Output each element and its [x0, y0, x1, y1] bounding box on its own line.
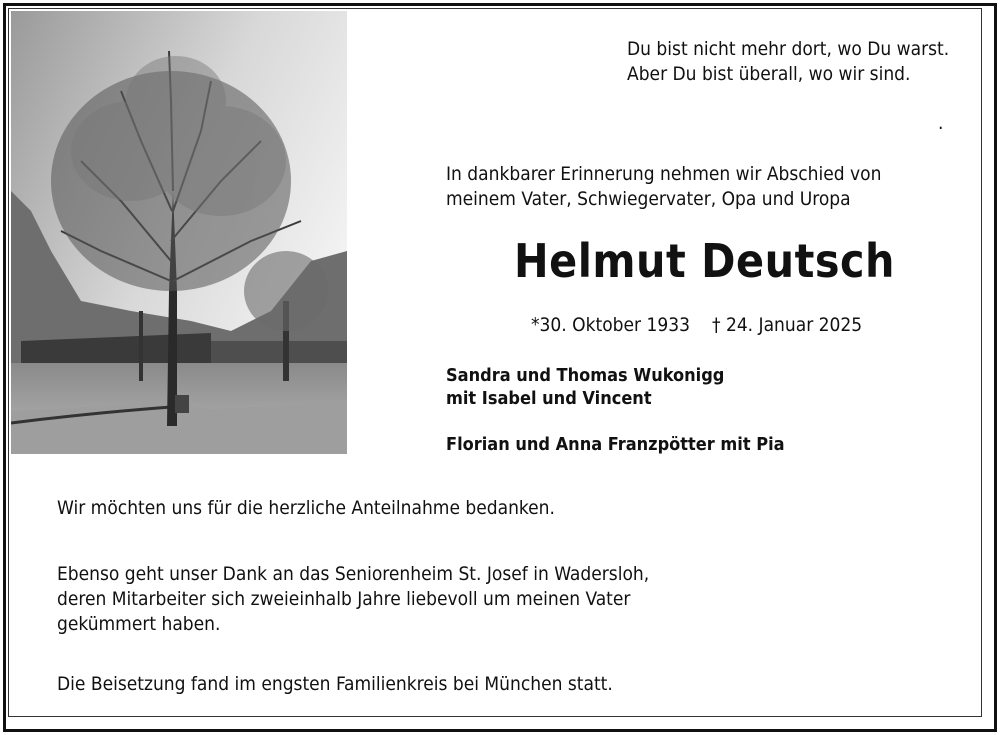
care-home-line-1: Ebenso geht unser Dank an das Seniorenheim St. Josef in Wadersloh, [57, 563, 650, 585]
deceased-name: Helmut Deutsch [514, 234, 895, 288]
death-date: † 24. Januar 2025 [711, 314, 863, 336]
quote-line-1: Du bist nicht mehr dort, wo Du warst. [627, 38, 950, 60]
mourners-group-1 [446, 364, 724, 410]
care-home-line-3: gekümmert haben. [57, 613, 221, 635]
burial-text: Die Beisetzung fand im engsten Familienkreis bei München statt. [57, 673, 613, 695]
thanks-text: Wir möchten uns für die herzliche Anteilnahme bedanken. [57, 497, 555, 519]
mourner-line-2: mit Isabel und Vincent [446, 388, 652, 409]
mourners-group-2: Florian und Anna Franzpötter mit Pia [446, 434, 785, 455]
tree-photo [11, 11, 347, 454]
birth-date: *30. Oktober 1933 [531, 314, 690, 336]
intro-text [446, 162, 881, 212]
intro-line-1: In dankbarer Erinnerung nehmen wir Abschied von [446, 163, 882, 185]
life-dates [531, 314, 884, 336]
quote [627, 37, 949, 87]
mourner-line-1: Sandra und Thomas Wukonigg [446, 365, 725, 386]
trailing-dot: . [938, 112, 944, 134]
quote-line-2: Aber Du bist überall, wo wir sind. [627, 63, 911, 85]
intro-line-2: meinem Vater, Schwiegervater, Opa und Uropa [446, 188, 851, 210]
care-home-text [57, 562, 649, 637]
care-home-line-2: deren Mitarbeiter sich zweieinhalb Jahre liebevoll um meinen Vater [57, 588, 631, 610]
